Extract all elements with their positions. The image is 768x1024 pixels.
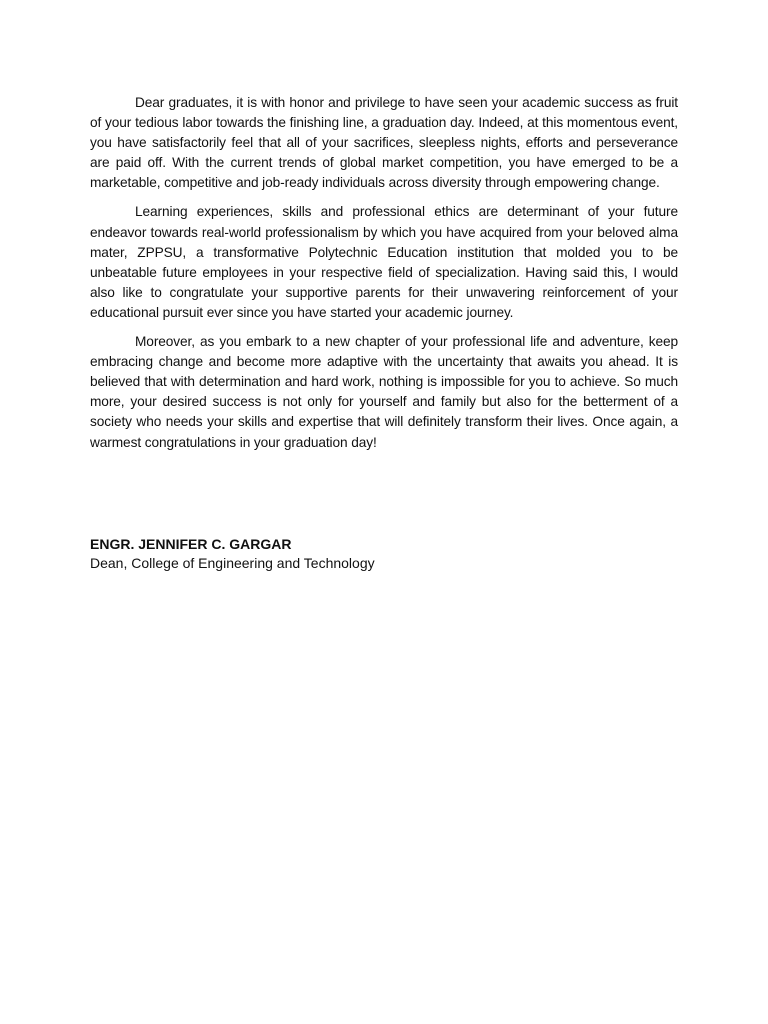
paragraph-3: Moreover, as you embark to a new chapter of your professional life and adventure, keep embracing change and become more adaptive with the uncertainty that awaits you ahead. It is believed that with determination and hard work, nothing is impossible for you to achieve. So much more, your desired success is not only for yourself and family but also for the betterment of a society who needs your skills and expertise that will definitely transform their lives. Once again, a warmest congratulations in your graduation day! — [90, 334, 678, 450]
signatory-name: ENGR. JENNIFER C. GARGAR — [90, 536, 292, 552]
letter-body — [90, 93, 678, 462]
paragraph-2: Learning experiences, skills and professional ethics are determinant of your future endeavor towards real-world professionalism by which you have acquired from your beloved alma mater, ZPPSU, a transformative Polytechnic Education institution that molded you to be unbeatable future employees in your respective field of specialization. Having said this, I would also like to congratulate your supportive parents for their unwavering reinforcement of your educational pursuit ever since you have started your academic journey. — [90, 204, 678, 320]
signatory-title: Dean, College of Engineering and Technology — [90, 555, 375, 571]
paragraph-1: Dear graduates, it is with honor and privilege to have seen your academic success as fruit of your tedious labor towards the finishing line, a graduation day. Indeed, at this momentous event, you have satisfactorily feel that all of your sacrifices, sleepless nights, efforts and perseverance are paid off. With the current trends of global market competition, you have emerged to be a marketable, competitive and job-ready individuals across diversity through empowering change. — [90, 95, 678, 191]
signature-block — [90, 535, 678, 573]
